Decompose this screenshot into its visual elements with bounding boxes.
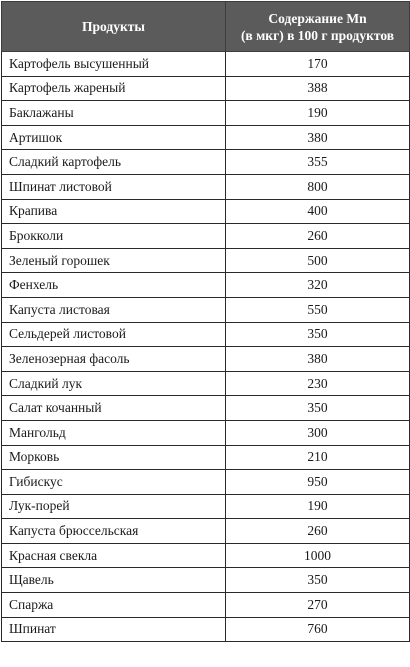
product-name-cell: Фенхель bbox=[2, 273, 226, 298]
header-content-line1: Содержание Mn bbox=[268, 10, 367, 26]
table-row bbox=[2, 199, 410, 224]
table-row bbox=[2, 519, 410, 544]
header-row bbox=[2, 2, 410, 52]
manganese-value-cell: 1000 bbox=[226, 543, 410, 568]
manganese-value-cell: 300 bbox=[226, 420, 410, 445]
table-row bbox=[2, 445, 410, 470]
product-name-cell: Щавель bbox=[2, 568, 226, 593]
table-row bbox=[2, 248, 410, 273]
product-name-cell: Баклажаны bbox=[2, 101, 226, 126]
product-name-cell: Красная свекла bbox=[2, 543, 226, 568]
manganese-value-cell: 350 bbox=[226, 396, 410, 421]
table-row bbox=[2, 543, 410, 568]
table-row bbox=[2, 420, 410, 445]
table-row bbox=[2, 617, 410, 642]
manganese-value-cell: 380 bbox=[226, 347, 410, 372]
table-row bbox=[2, 347, 410, 372]
product-name-cell: Салат кочанный bbox=[2, 396, 226, 421]
manganese-content-table-container bbox=[1, 1, 409, 642]
manganese-value-cell: 380 bbox=[226, 125, 410, 150]
manganese-value-cell: 350 bbox=[226, 568, 410, 593]
manganese-value-cell: 210 bbox=[226, 445, 410, 470]
product-name-cell: Зеленый горошек bbox=[2, 248, 226, 273]
table-body bbox=[2, 52, 410, 642]
product-name-cell: Зеленозерная фасоль bbox=[2, 347, 226, 372]
product-name-cell: Капуста листовая bbox=[2, 297, 226, 322]
manganese-content-table bbox=[1, 1, 410, 642]
table-row bbox=[2, 297, 410, 322]
product-name-cell: Крапива bbox=[2, 199, 226, 224]
table-row bbox=[2, 174, 410, 199]
product-name-cell: Сельдерей листовой bbox=[2, 322, 226, 347]
manganese-value-cell: 760 bbox=[226, 617, 410, 642]
table-row bbox=[2, 593, 410, 618]
table-row bbox=[2, 371, 410, 396]
table-row bbox=[2, 224, 410, 249]
header-product: Продукты bbox=[2, 2, 226, 52]
manganese-value-cell: 355 bbox=[226, 150, 410, 175]
table-row bbox=[2, 273, 410, 298]
table-row bbox=[2, 396, 410, 421]
manganese-value-cell: 270 bbox=[226, 593, 410, 618]
manganese-value-cell: 388 bbox=[226, 76, 410, 101]
manganese-value-cell: 230 bbox=[226, 371, 410, 396]
product-name-cell: Гибискус bbox=[2, 470, 226, 495]
product-name-cell: Шпинат bbox=[2, 617, 226, 642]
manganese-value-cell: 800 bbox=[226, 174, 410, 199]
product-name-cell: Спаржа bbox=[2, 593, 226, 618]
product-name-cell: Лук-порей bbox=[2, 494, 226, 519]
manganese-value-cell: 350 bbox=[226, 322, 410, 347]
table-row bbox=[2, 470, 410, 495]
table-header bbox=[2, 2, 410, 52]
table-row bbox=[2, 322, 410, 347]
table-row bbox=[2, 494, 410, 519]
header-content bbox=[226, 2, 410, 52]
table-row bbox=[2, 52, 410, 77]
manganese-value-cell: 190 bbox=[226, 101, 410, 126]
manganese-value-cell: 500 bbox=[226, 248, 410, 273]
manganese-value-cell: 170 bbox=[226, 52, 410, 77]
product-name-cell: Шпинат листовой bbox=[2, 174, 226, 199]
product-name-cell: Морковь bbox=[2, 445, 226, 470]
product-name-cell: Капуста брюссельская bbox=[2, 519, 226, 544]
manganese-value-cell: 320 bbox=[226, 273, 410, 298]
manganese-value-cell: 550 bbox=[226, 297, 410, 322]
manganese-value-cell: 950 bbox=[226, 470, 410, 495]
table-row bbox=[2, 568, 410, 593]
product-name-cell: Сладкий картофель bbox=[2, 150, 226, 175]
product-name-cell: Картофель высушенный bbox=[2, 52, 226, 77]
table-row bbox=[2, 76, 410, 101]
header-content-line2: (в мкг) в 100 г продуктов bbox=[240, 27, 395, 43]
manganese-value-cell: 190 bbox=[226, 494, 410, 519]
table-row bbox=[2, 101, 410, 126]
product-name-cell: Сладкий лук bbox=[2, 371, 226, 396]
manganese-value-cell: 400 bbox=[226, 199, 410, 224]
manganese-value-cell: 260 bbox=[226, 519, 410, 544]
product-name-cell: Брокколи bbox=[2, 224, 226, 249]
product-name-cell: Мангольд bbox=[2, 420, 226, 445]
manganese-value-cell: 260 bbox=[226, 224, 410, 249]
table-row bbox=[2, 125, 410, 150]
table-row bbox=[2, 150, 410, 175]
product-name-cell: Артишок bbox=[2, 125, 226, 150]
product-name-cell: Картофель жареный bbox=[2, 76, 226, 101]
